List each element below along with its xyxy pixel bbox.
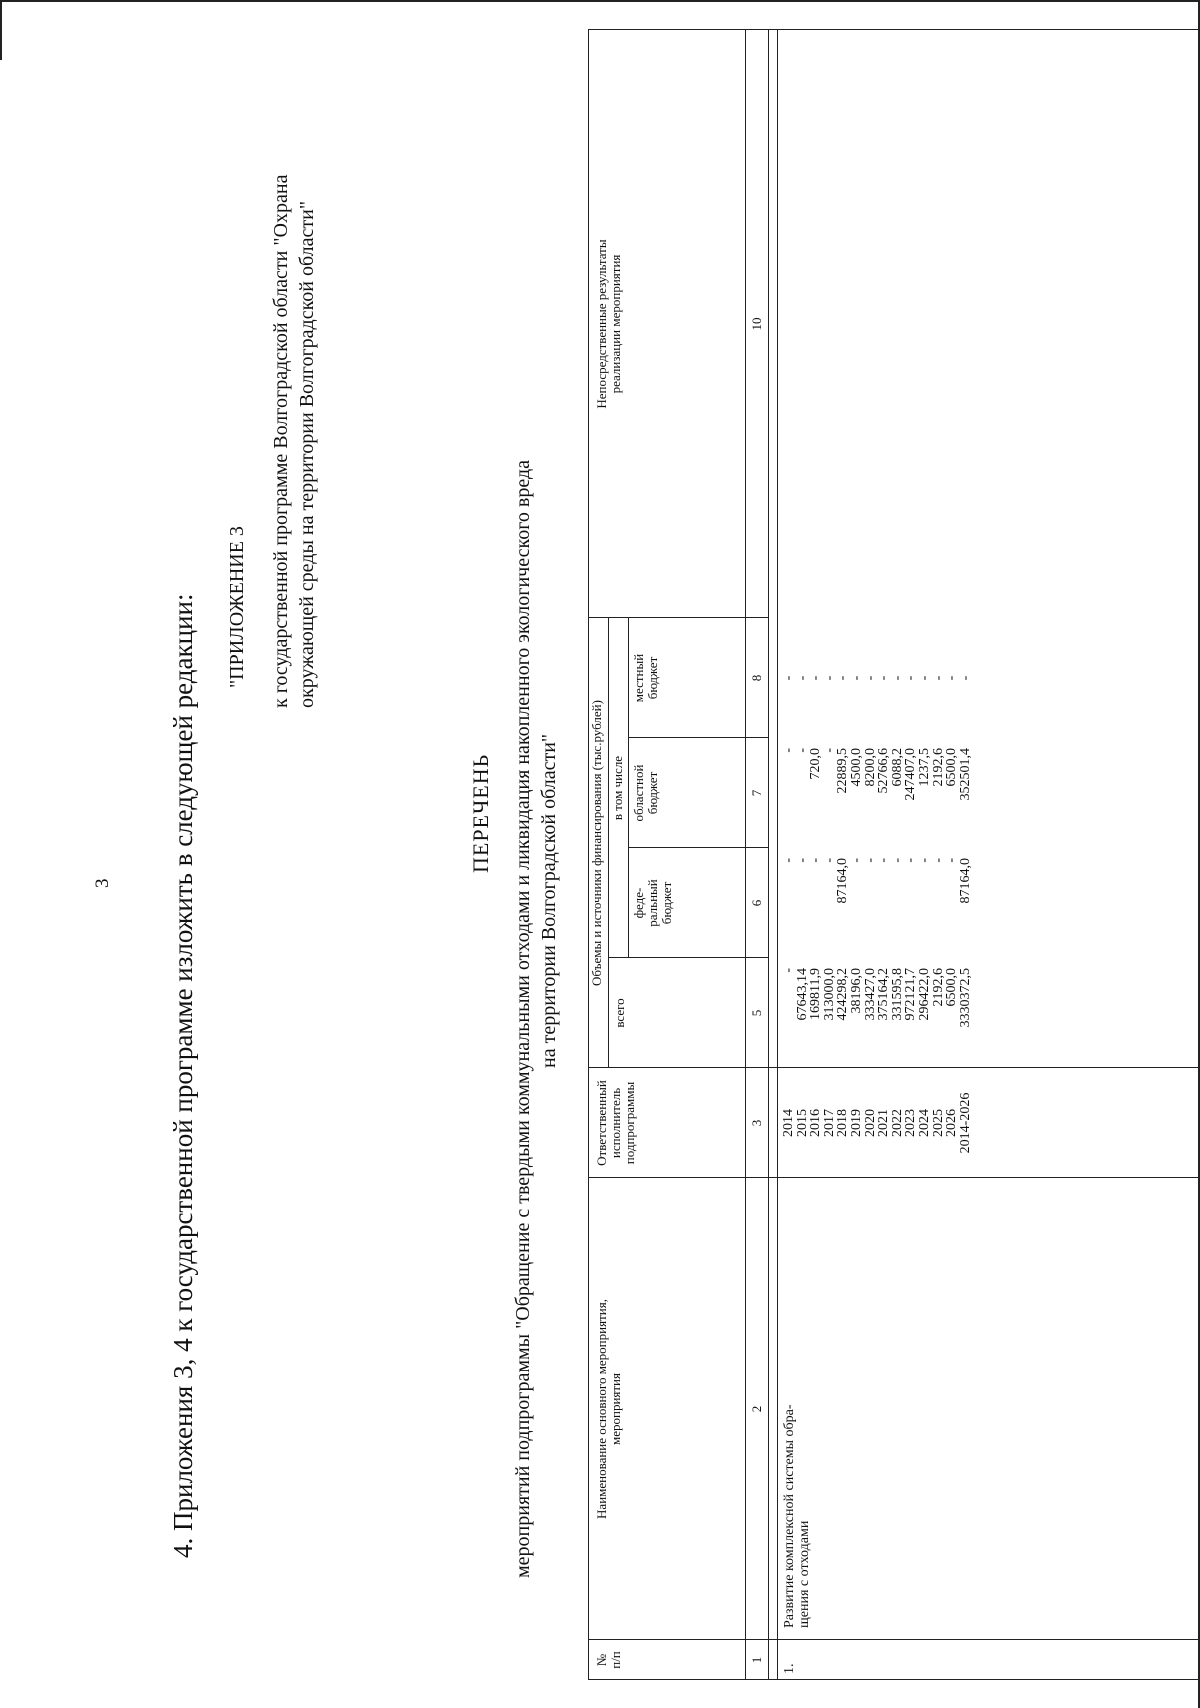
table-line-incl [628,618,629,958]
subtitle-line1: мероприятий подпрограммы "Обращение с твердыми коммунальными отходами и ликвидация накопленного экологического вреда [512,459,534,1578]
row1-name: Развитие комплексной системы обра- щения с отходами [782,1404,812,1628]
colnum-3: 3 [749,1119,764,1127]
list-title: ПЕРЕЧЕНЬ [468,753,493,873]
header-local: местный бюджет [631,653,660,703]
colnum-2: 2 [749,1405,764,1413]
table-line-funding [608,618,609,1068]
appendix-label: "ПРИЛОЖЕНИЕ 3 [226,526,248,688]
header-name: Наименование основного мероприятия, мероприятия [594,1299,623,1519]
row1-total: - 67643,14 169811,9 313000,0 424298,2 38196,0 333427,0 375164,2 331595,8 972121,7 296422,0 2192,6 6500,0 3330372,5 [781,968,973,1028]
instruction-text: 4. Приложения 3, 4 к государственной программе изложить в следующей редакции: [168,593,198,1558]
header-regional: областной бюджет [631,764,660,822]
program-reference-line1: к государственной программе Волгоградской области "Охрана [270,174,292,708]
header-number: № п/п [594,1651,623,1669]
row1-number: 1. [782,1663,797,1674]
table-line-header-bottom [745,30,746,1680]
page-number: 3 [92,878,113,888]
table-line-body-top [777,30,778,1680]
colnum-7: 7 [749,789,764,797]
program-reference-line2: окружающей среды на территории Волгоградской области" [296,200,318,708]
colnum-5: 5 [749,1009,764,1017]
row1-years: 2014 2015 2016 2017 2018 2019 2020 2021 2022 2023 2024 2025 2026 2014-2026 [781,1092,973,1154]
table-line-colnums-bottom [768,30,769,1680]
header-results: Непосредственные результаты реализации мероприятия [594,239,623,409]
header-total: всего [612,998,627,1028]
header-funding: Объемы и источники финансирования (тыс.рублей) [589,700,604,986]
header-including: в том числе [610,755,625,821]
header-responsible: Ответственный исполнитель подпрограммы [594,1080,637,1166]
colnum-10: 10 [749,317,764,331]
row1-federal: - - - - 87164,0 - - - - - - - - 87164,0 [781,858,973,904]
colnum-1: 1 [749,1656,764,1664]
table-vline-1 [588,1639,1200,1640]
table-vline-8 [588,29,1200,30]
row1-local: - - - - - - - - - - - - - - [781,675,973,681]
row1-regional: - - 720,0 - 22889,5 4500,0 8200,0 52766,6 6088,2 247407,0 1237,5 2192,6 6500,0 352501,4 [781,748,973,801]
table-vline-0 [588,1679,1200,1680]
colnum-6: 6 [749,899,764,907]
header-federal: феде- ральный бюджет [631,879,674,927]
colnum-8: 8 [749,674,764,682]
subtitle-line2: на территории Волгоградской области" [538,733,560,1068]
